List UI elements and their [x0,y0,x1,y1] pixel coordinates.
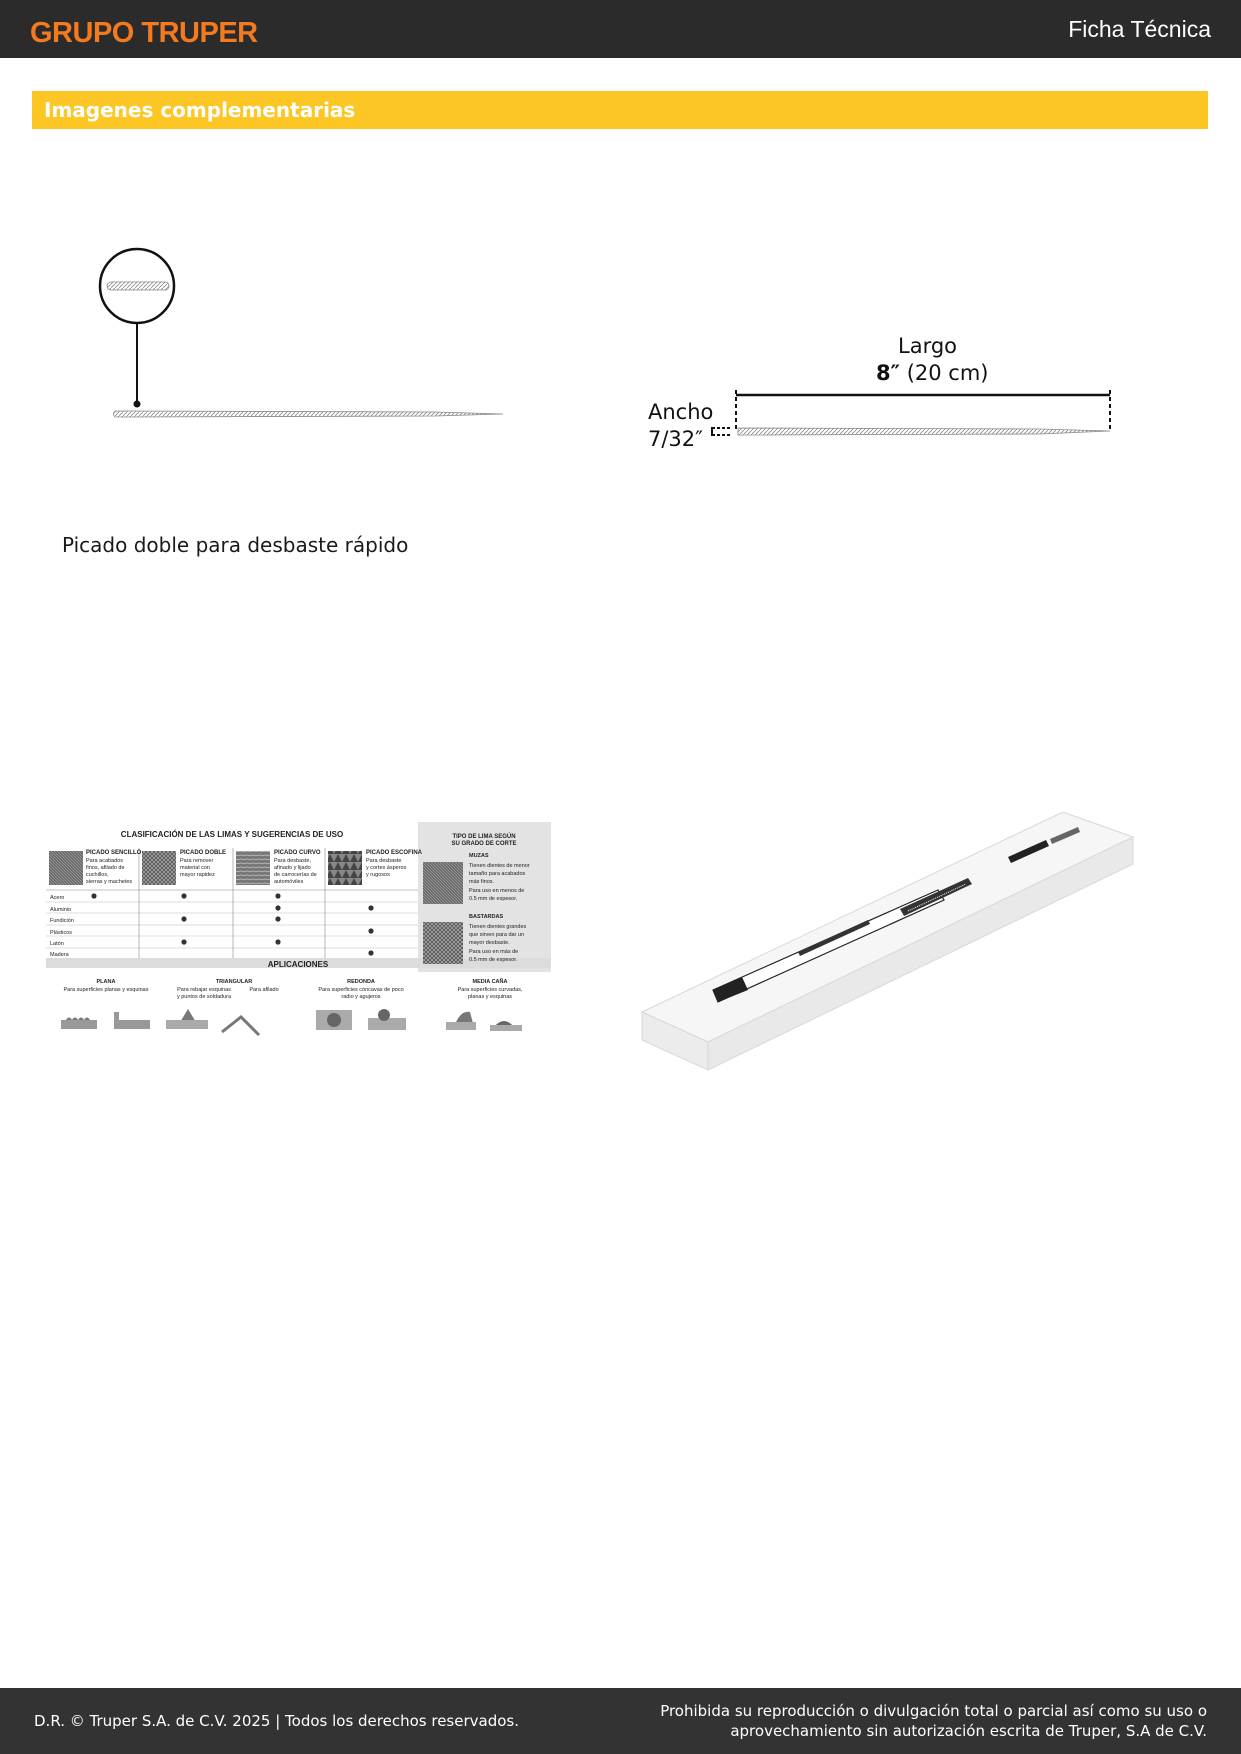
material-label: Acero [50,895,65,901]
application-desc: Para rebajar esquinas [177,987,231,993]
type-desc: mayor rapidez [180,872,215,878]
grade-title: TIPO DE LIMA SEGÚN [452,834,516,840]
grade-desc: Tienen dientes de menor [469,863,530,869]
type-desc: de carrocerías de [274,872,317,878]
material-label: Aluminio [50,907,72,913]
type-name: PICADO ESCOFINA [366,850,423,856]
type-desc: afinado y lijado [274,865,311,871]
type-desc: sierras y machetes [86,879,133,885]
grade-desc: Para uso en más de [469,949,519,955]
largo-value-group [876,361,988,385]
application-desc: Para superficies curvadas, [457,987,523,993]
grade-name: BASTARDAS [469,914,504,920]
type-desc: material con [180,865,210,871]
application-desc: Para superficies planas y esquinas [63,987,149,993]
file-detail-image [95,240,515,430]
application-desc: planas y esquinas [467,994,513,1000]
reproduction-notice [607,1701,1207,1741]
application-name: TRIANGULAR [215,979,253,985]
largo-value: 8″ [876,361,900,385]
file-dimensions-image [640,330,1120,460]
ancho-label: Ancho [648,400,714,424]
page-footer [0,1688,1241,1754]
grade-desc: más finos. [469,879,495,885]
applications-title: APLICACIONES [267,960,329,969]
application-desc: y puntos de soldadura [176,994,232,1000]
copyright-notice: D.R. © Truper S.A. de C.V. 2025 | Todos los derechos reservados. [34,1712,519,1730]
ancho-value: 7/32″ [648,427,704,451]
grade-desc: Para uso en menos de [469,888,525,894]
type-desc: Para remover [180,858,214,864]
truper-logo: GRUPO TRUPER [30,17,258,49]
type-name: PICADO DOBLE [180,850,227,856]
reproduction-notice-line: aprovechamiento sin autorización escrita de Truper, S.A de C.V. [730,1722,1207,1740]
type-desc: Para desbaste [366,858,402,864]
grade-desc: 0.5 mm de espesor. [469,896,518,902]
grade-desc: 0.5 mm de espesor. [469,957,518,963]
reproduction-notice-line: Prohibida su reproducción o divulgación total o parcial así como su uso o [660,1702,1207,1720]
material-label: Madera [50,952,69,958]
application-name: REDONDA [347,979,375,985]
type-desc: y cortes ásperos [366,865,407,871]
grade-name: MUZAS [469,853,489,859]
grade-desc: que sirven para dar un [469,932,525,938]
application-desc: Para afilado [249,987,279,993]
page-header [0,0,1241,58]
section-title: Imagenes complementarias [44,98,356,122]
type-desc: finos, afilado de [86,865,125,871]
type-desc: Para acabados [86,858,123,864]
classification-table-image [46,822,551,1037]
application-name: MEDIA CAÑA [472,979,508,985]
section-band [32,91,1208,129]
application-desc: Para superficies cóncavas de poco [318,987,404,993]
type-name: PICADO CURVO [274,850,321,856]
grade-desc: mayor desbaste. [469,940,510,946]
grade-title: SU GRADO DE CORTE [451,841,517,847]
type-desc: Para desbaste, [274,858,311,864]
grade-desc: tamaño para acabados [469,871,526,877]
grade-desc: Tienen dientes grandes [469,924,527,930]
application-name: PLANA [96,979,116,985]
type-desc: cuchillos, [86,872,109,878]
type-name: PICADO SENCILLO [86,850,142,856]
classification-title: CLASIFICACIÓN DE LAS LIMAS Y SUGERENCIAS DE USO [120,830,344,839]
material-label: Plásticos [50,930,73,936]
page-title: Ficha Técnica [1068,16,1211,42]
material-label: Latón [50,941,64,947]
application-desc: radio y agujeros [341,994,381,1000]
type-desc: y rugosos [366,872,390,878]
type-desc: automóviles [274,879,304,885]
material-label: Fundición [50,918,74,924]
largo-metric: (20 cm) [906,361,989,385]
product-caption: Picado doble para desbaste rápido [62,533,409,557]
packaging-box-image [638,812,1138,1077]
largo-label: Largo [898,334,958,358]
